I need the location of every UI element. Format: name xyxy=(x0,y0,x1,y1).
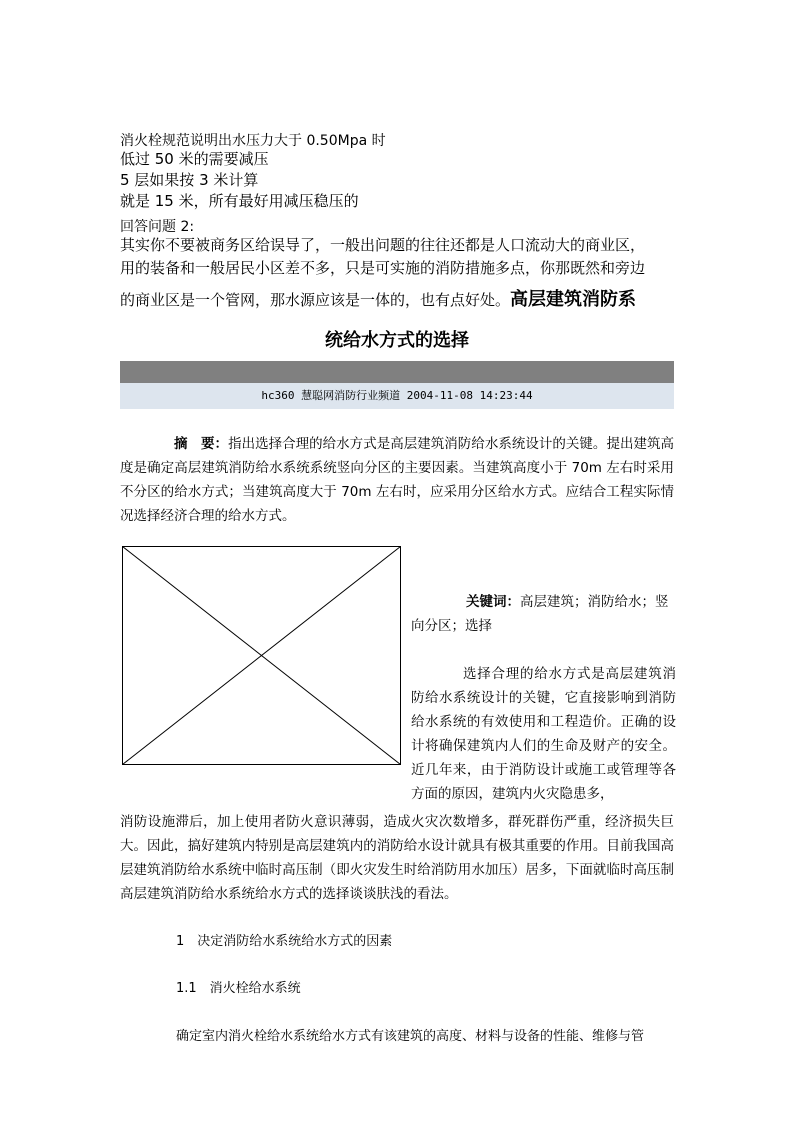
intro-line-8-text: 的商业区是一个管网，那水源应该是一体的，也有点好处。 xyxy=(120,291,511,309)
missing-image-placeholder xyxy=(122,546,401,765)
keywords-text: 高层建筑；消防给水；竖向分区；选择 xyxy=(411,594,669,634)
intro-line-6: 其实你不要被商务区给误导了，一般出问题的往往还都是人口流动大的商业区， xyxy=(120,236,646,254)
keywords-paragraph xyxy=(411,590,675,638)
body-paragraph-part2: 消防设施滞后，加上使用者防火意识薄弱，造成火灾次数增多，群死群伤严重，经济损失巨大。因此，搞好建筑内特别是高层建筑内的消防给水设计就具有极其重要的作用。目前我国高层建筑消防给水系统中临时高压制（即火灾发生时给消防用水加压）居多，下面就临时高压制高层建筑消防给水系统给水方式的选择谈谈肤浅的看法。 xyxy=(120,814,674,902)
intro-line-2: 低过 50 米的需要减压 xyxy=(120,150,269,168)
abstract-label: 摘 要： xyxy=(174,436,229,452)
body-last-line: 确定室内消火栓给水系统给水方式有该建筑的高度、材料与设备的性能、维修与管 xyxy=(176,1029,645,1044)
article-title-part1: 高层建筑消防系 xyxy=(510,289,637,310)
section-heading-1-1: 1.1 消火栓给水系统 xyxy=(176,981,301,996)
intro-line-7: 用的装备和一般居民小区差不多，只是可实施的消防措施多点，你那既然和旁边 xyxy=(120,259,646,277)
article-source: hc360 慧聪网消防行业频道 2004-11-08 14:23:44 xyxy=(261,389,533,402)
article-title-part2: 统给水方式的选择 xyxy=(325,330,469,351)
intro-line-8 xyxy=(120,290,636,310)
intro-line-5: 回答问题 2: xyxy=(120,219,195,235)
header-bar xyxy=(120,361,674,383)
intro-line-3: 5 层如果按 3 米计算 xyxy=(120,171,259,189)
intro-line-4: 就是 15 米，所有最好用减压稳压的 xyxy=(120,192,359,210)
abstract-text: 指出选择合理的给水方式是高层建筑消防给水系统设计的关键。提出建筑高度是确定高层建筑消防给水系统系统竖向分区的主要因素。当建筑高度小于 70m 左右时采用不分区的给水方式；当建筑高度大于 70m 左右时，应采用分区给水方式。应结合工程实际情况选择经济合理的给水方式。 xyxy=(120,436,675,524)
body-paragraph-part1: 选择合理的给水方式是高层建筑消防给水系统设计的关键，它直接影响到消防给水系统的有效使用和工程造价。正确的设计将确保建筑内人们的生命及财产的安全。近几年来，由于消防设计或施工或管理等各方面的原因，建筑内火灾隐患多， xyxy=(411,666,676,802)
abstract-paragraph xyxy=(120,432,674,528)
keywords-label: 关键词： xyxy=(466,594,520,610)
intro-line-1: 消火栓规范说明出水压力大于 0.50Mpa 时 xyxy=(120,133,386,149)
section-heading-1: 1 决定消防给水系统给水方式的因素 xyxy=(176,934,393,949)
